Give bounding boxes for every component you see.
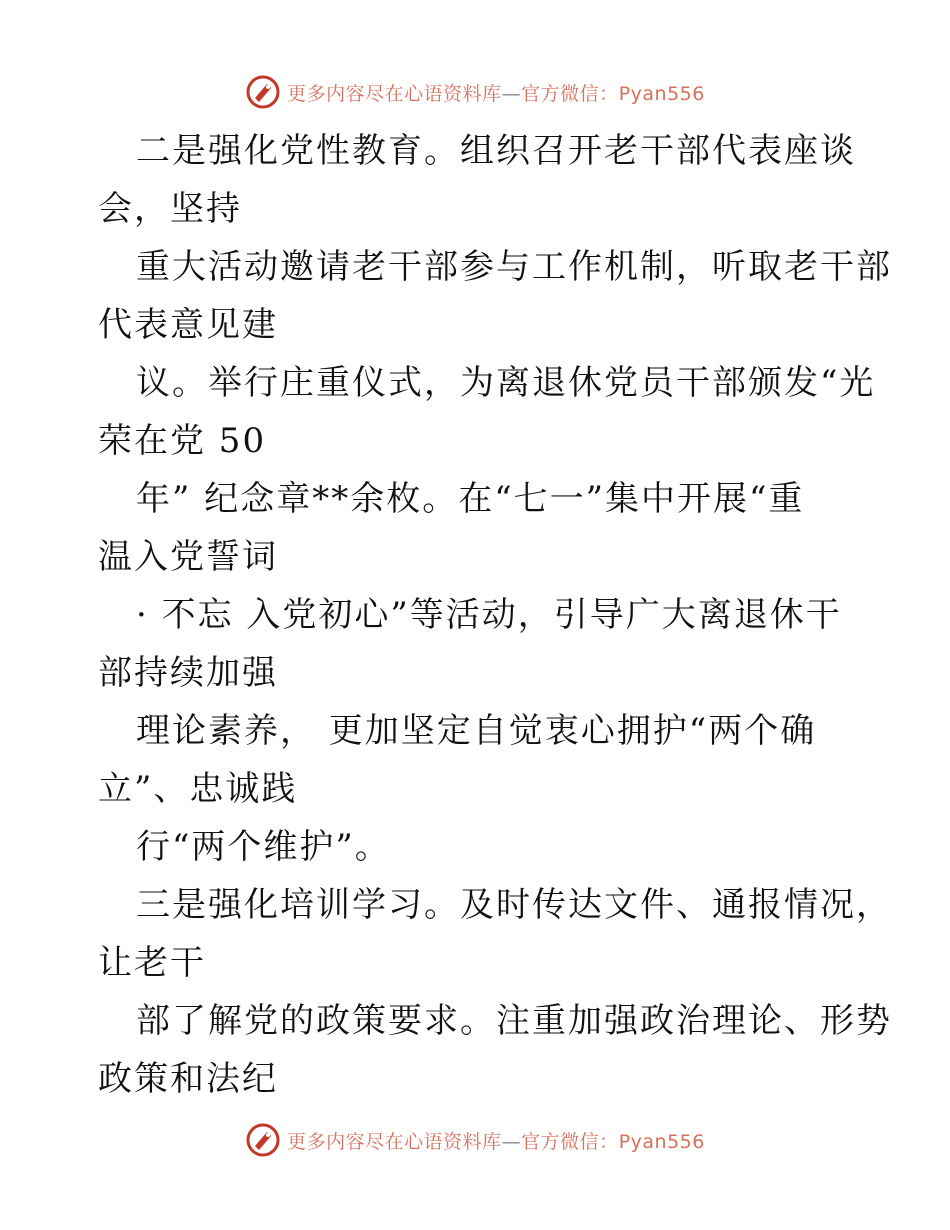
body-line: 荣在党 50 — [98, 421, 267, 461]
body-line: 会，坚持 — [98, 189, 242, 229]
body-line: 代表意见建 — [98, 305, 278, 345]
watermark-wechat-id: Pyan556 — [618, 1130, 705, 1153]
body-line: 政策和法纪 — [98, 1059, 278, 1099]
watermark-site: 更多内容尽在心语资料库 — [287, 82, 502, 105]
watermark-text — [287, 1127, 705, 1154]
body-line: 部持续加强 — [98, 653, 278, 693]
body-line: 年” 纪念章**余枚。在“七一”集中开展“重 — [136, 479, 805, 519]
pen-nib-logo-icon — [245, 1122, 281, 1158]
body-line: 让老干 — [98, 943, 206, 983]
body-line: 理论素养， 更加坚定自觉衷心拥护“两个确 — [136, 711, 817, 751]
watermark-text — [287, 79, 705, 106]
body-line: 二是强化党性教育。组织召开老干部代表座谈 — [136, 131, 856, 171]
body-line: 议。举行庄重仪式，为离退休党员干部颁发“光 — [136, 363, 876, 403]
body-line: 行“两个维护”。 — [136, 827, 391, 867]
header-watermark — [0, 72, 950, 112]
watermark-wechat-label: 官方微信： — [521, 1130, 619, 1153]
body-line: 立”、忠诚践 — [98, 769, 298, 809]
body-line: 重大活动邀请老干部参与工作机制，听取老干部 — [136, 247, 892, 287]
watermark-dash: — — [501, 82, 522, 105]
footer-watermark — [0, 1120, 950, 1160]
watermark-wechat-id: Pyan556 — [618, 82, 705, 105]
body-line: 部了解党的政策要求。注重加强政治理论、形势 — [136, 1001, 892, 1041]
watermark-dash: — — [501, 1130, 522, 1153]
body-line: 三是强化培训学习。及时传达文件、通报情况， — [136, 885, 892, 925]
pen-nib-logo-icon — [245, 74, 281, 110]
watermark-site: 更多内容尽在心语资料库 — [287, 1130, 502, 1153]
watermark-wechat-label: 官方微信： — [521, 82, 619, 105]
body-line: 温入党誓词 — [98, 537, 278, 577]
body-line: · 不忘 入党初心”等活动，引导广大离退休干 — [136, 595, 842, 635]
